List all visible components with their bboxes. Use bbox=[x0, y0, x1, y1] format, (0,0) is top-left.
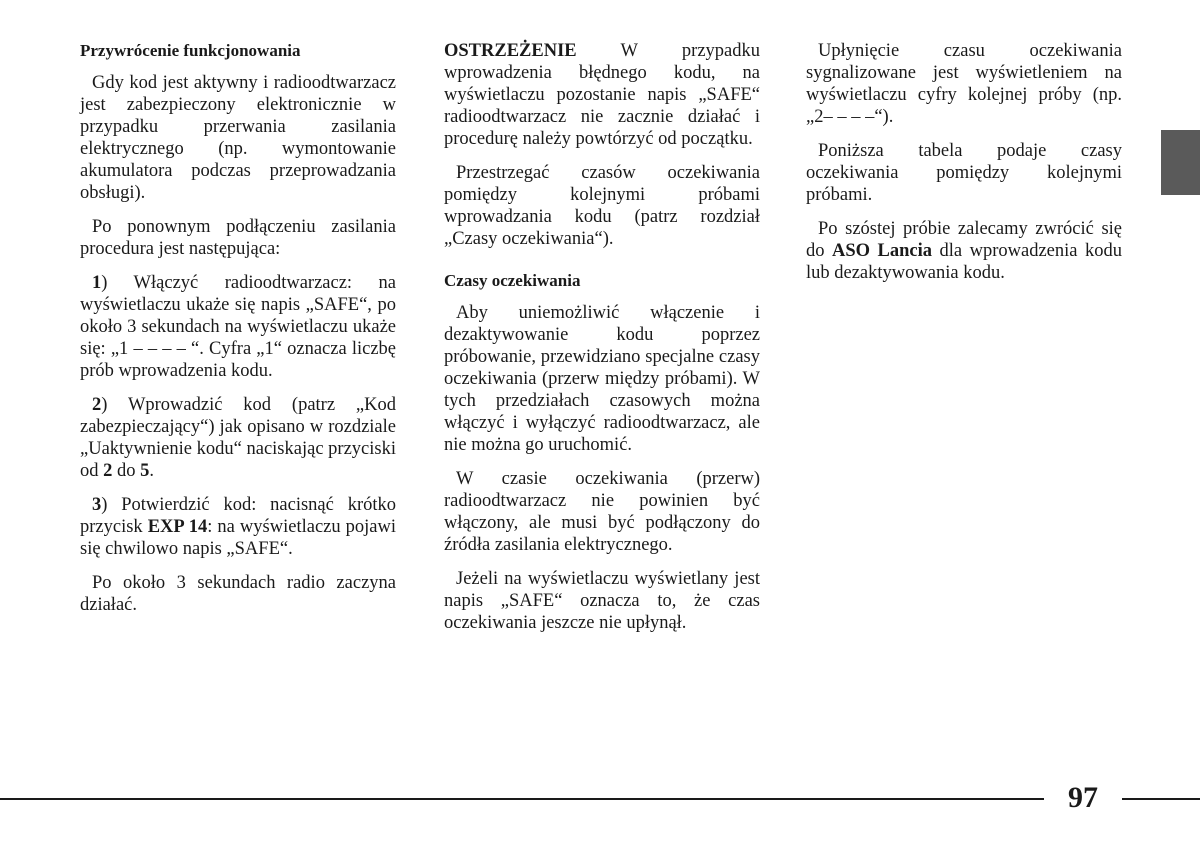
column-left bbox=[80, 40, 396, 628]
paragraph: Jeżeli na wyświetlaczu wyświetlany jest napis „SAFE“ oznacza to, że czas oczekiwania jeszcze nie upłynął. bbox=[444, 569, 760, 633]
button-ref: 5 bbox=[140, 461, 150, 481]
section-heading-restore: Przywrócenie funkcjonowania bbox=[80, 41, 301, 60]
paragraph: Przestrzegać czasów oczekiwania pomiędzy kolejnymi próbami wprowadzania kodu (patrz rozdział „Czasy oczekiwania“). bbox=[444, 163, 760, 249]
warning-label: OSTRZEŻENIE bbox=[444, 41, 577, 61]
warning-text: W przypadku wprowadzenia błędnego kodu, na wyświetlaczu pozostanie napis „SAFE“ radioodtwarzacz nie zacznie działać i procedurę należy powtórzyć od początku. bbox=[444, 41, 760, 149]
warning-paragraph bbox=[444, 40, 760, 150]
step-text: do bbox=[112, 461, 141, 481]
button-ref: EXP 14 bbox=[147, 517, 208, 537]
step-3 bbox=[80, 494, 396, 560]
paragraph: W czasie oczekiwania (przerw) radioodtwarzacz nie powinien być włączony, ale musi być podłączony do źródła zasilania elektrycznego. bbox=[444, 469, 760, 555]
section-heading-waiting-times: Czasy oczekiwania bbox=[444, 271, 581, 290]
column-middle bbox=[444, 40, 760, 646]
page-number: 97 bbox=[1068, 781, 1098, 814]
step-text: : na wyświetlaczu pojawi się chwilowo napis „SAFE“. bbox=[80, 517, 396, 559]
step-number: 1 bbox=[92, 273, 102, 293]
footer-rule bbox=[0, 798, 1044, 800]
step-text: . bbox=[149, 461, 154, 481]
paragraph: Gdy kod jest aktywny i radioodtwarzacz jest zabezpieczony elektronicznie w przypadku przerwania zasilania elektrycznego (np. wymontowanie akumulatora podczas przeprowadzania obsługi). bbox=[80, 73, 396, 203]
button-ref: 2 bbox=[103, 461, 113, 481]
paragraph: Po ponownym podłączeniu zasilania procedura jest następująca: bbox=[80, 217, 396, 259]
step-text: ) Wprowadzić kod (patrz „Kod zabezpieczający“) jak opisano w rozdziale „Uaktywnienie kodu“ naciskając przyciski od bbox=[80, 395, 396, 481]
paragraph: Po około 3 sekundach radio zaczyna działać. bbox=[80, 573, 396, 615]
step-text: ) Włączyć radioodtwarzacz: na wyświetlaczu ukaże się napis „SAFE“, po około 3 sekundach na wyświetlaczu ukaże się: „1 – – – – “. Cyfra „1“ oznacza liczbę prób wprowadzenia kodu. bbox=[80, 273, 396, 381]
step-1 bbox=[80, 272, 396, 382]
step-2 bbox=[80, 394, 396, 482]
paragraph: Po szóstej próbie zalecamy zwrócić się do ASO Lancia dla wprowadzenia kodu lub dezaktywowania kodu. bbox=[806, 219, 1122, 283]
column-right bbox=[806, 40, 1122, 296]
footer-rule-right bbox=[1122, 798, 1200, 800]
step-text: ) Potwierdzić kod: nacisnąć krótko przycisk bbox=[80, 495, 396, 537]
paragraph: Poniższa tabela podaje czasy oczekiwania pomiędzy kolejnymi próbami. bbox=[806, 141, 1122, 205]
step-number: 2 bbox=[92, 395, 102, 415]
paragraph: Aby uniemożliwić włączenie i dezaktywowanie kodu poprzez próbowanie, przewidziano specjalne czasy oczekiwania (przerw między próbami). W tych przedziałach czasowych można włączyć i wyłączyć radioodtwarzacz, ale nie można go uruchomić. bbox=[444, 303, 760, 455]
step-number: 3 bbox=[92, 495, 102, 515]
brand-name: ASO Lancia bbox=[832, 241, 933, 261]
paragraph: Upłynięcie czasu oczekiwania sygnalizowane jest wyświetleniem na wyświetlaczu cyfry kolejnej próby (np. „2– – – –“). bbox=[806, 41, 1122, 127]
section-tab-marker bbox=[1161, 130, 1200, 195]
